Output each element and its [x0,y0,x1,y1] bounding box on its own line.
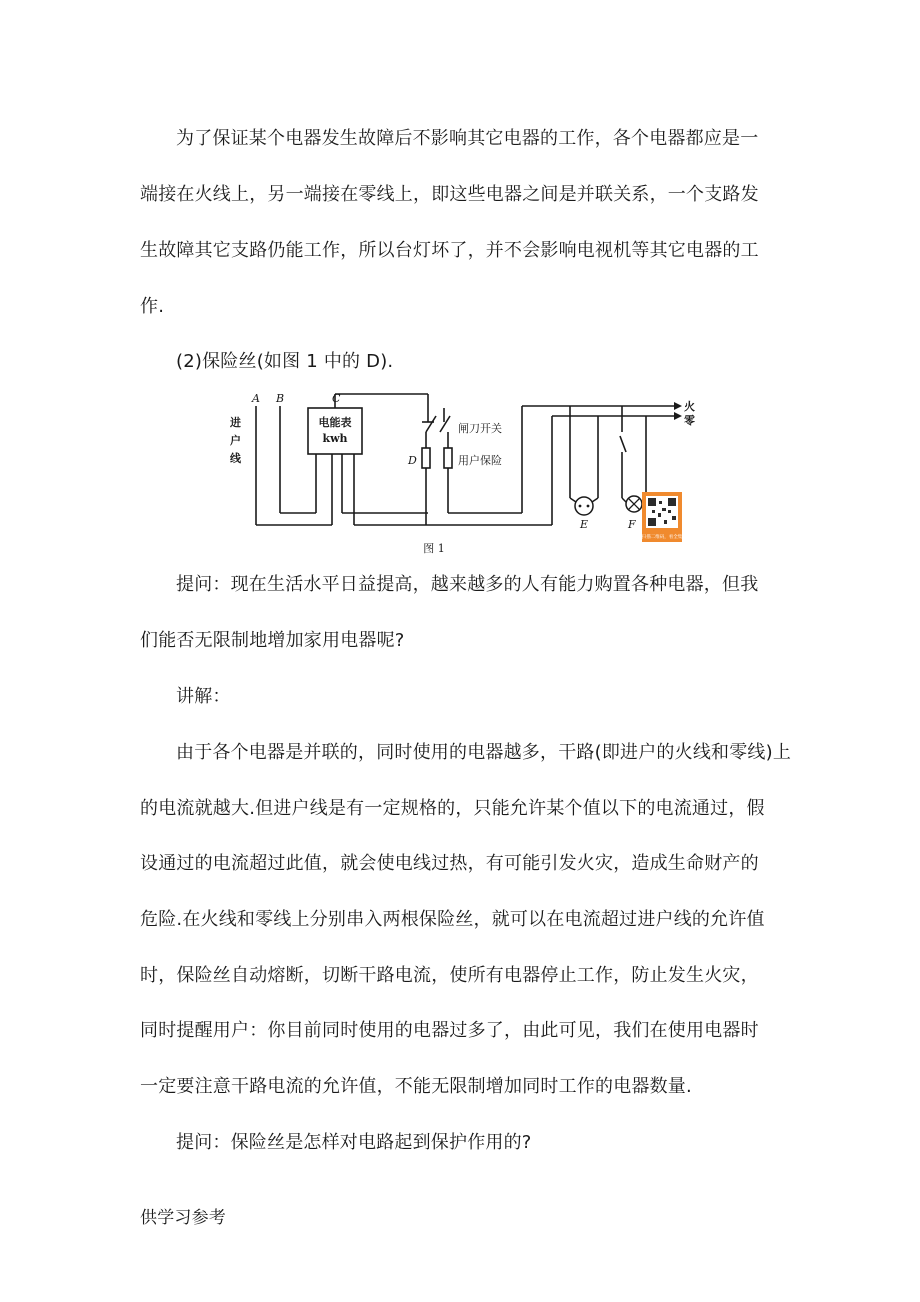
meter-name: 电能表 [318,416,352,429]
paragraph-1-line-4: 作. [140,296,165,317]
qr-code-badge [642,492,683,542]
label-incoming-3: 线 [230,452,241,465]
meter-unit: kwh [322,432,348,445]
label-c: C [332,392,341,405]
label-incoming-2: 户 [230,434,241,447]
label-a: A [252,392,260,405]
section-heading: (2)保险丝(如图 1 中的 D). [176,351,394,372]
paragraph-2-line-1: 由于各个电器是并联的，同时使用的电器越多，干路(即进户的火线和零线)上 [176,742,792,763]
label-b: B [276,392,285,405]
paragraph-2-line-3: 设通过的电流超过此值，就会使电线过热，有可能引发火灾，造成生命财产的 [140,853,759,874]
explanation-label: 讲解： [176,686,231,707]
paragraph-1-line-2: 端接在火线上，另一端接在零线上，即这些电器之间是并联关系，一个支路发 [140,184,759,205]
paragraph-1-line-1: 为了保证某个电器发生故障后不影响其它电器的工作，各个电器都应是一 [176,128,759,149]
label-user-fuse: 用户保险 [458,454,502,467]
paragraph-1-line-3: 生故障其它支路仍能工作，所以台灯坏了，并不会影响电视机等其它电器的工 [140,240,759,261]
label-knife-switch: 闸刀开关 [458,422,502,435]
label-incoming-1: 进 [230,416,241,429]
paragraph-2-line-5: 时，保险丝自动熔断，切断干路电流，使所有电器停止工作，防止发生火灾， [140,965,759,986]
page-footer: 供学习参考 [140,1208,226,1228]
label-d: D [408,454,417,467]
label-live: 火 [684,400,695,413]
paragraph-2-line-4: 危险.在火线和零线上分别串入两根保险丝，就可以在电流超过进户线的允许值 [140,909,765,930]
label-e: E [580,518,589,531]
circuit-diagram [222,386,698,558]
question-1-line-2: 们能否无限制地增加家用电器呢? [140,630,405,651]
figure-caption: 图 1 [423,542,445,555]
qr-caption: 扫描二维码，看全集 [641,535,683,540]
paragraph-2-line-6: 同时提醒用户：你目前同时使用的电器过多了，由此可见，我们在使用电器时 [140,1020,759,1041]
socket-e-icon [570,497,598,515]
question-1-line-1: 提问：现在生活水平日益提高，越来越多的人有能力购置各种电器，但我 [176,574,759,595]
paragraph-2-line-7: 一定要注意干路电流的允许值，不能无限制增加同时工作的电器数量. [140,1076,692,1097]
label-f: F [628,518,636,531]
paragraph-2-line-2: 的电流就越大.但进户线是有一定规格的，只能允许某个值以下的电流通过，假 [140,798,765,819]
label-neutral: 零 [684,414,695,427]
question-2: 提问：保险丝是怎样对电路起到保护作用的? [176,1132,532,1153]
